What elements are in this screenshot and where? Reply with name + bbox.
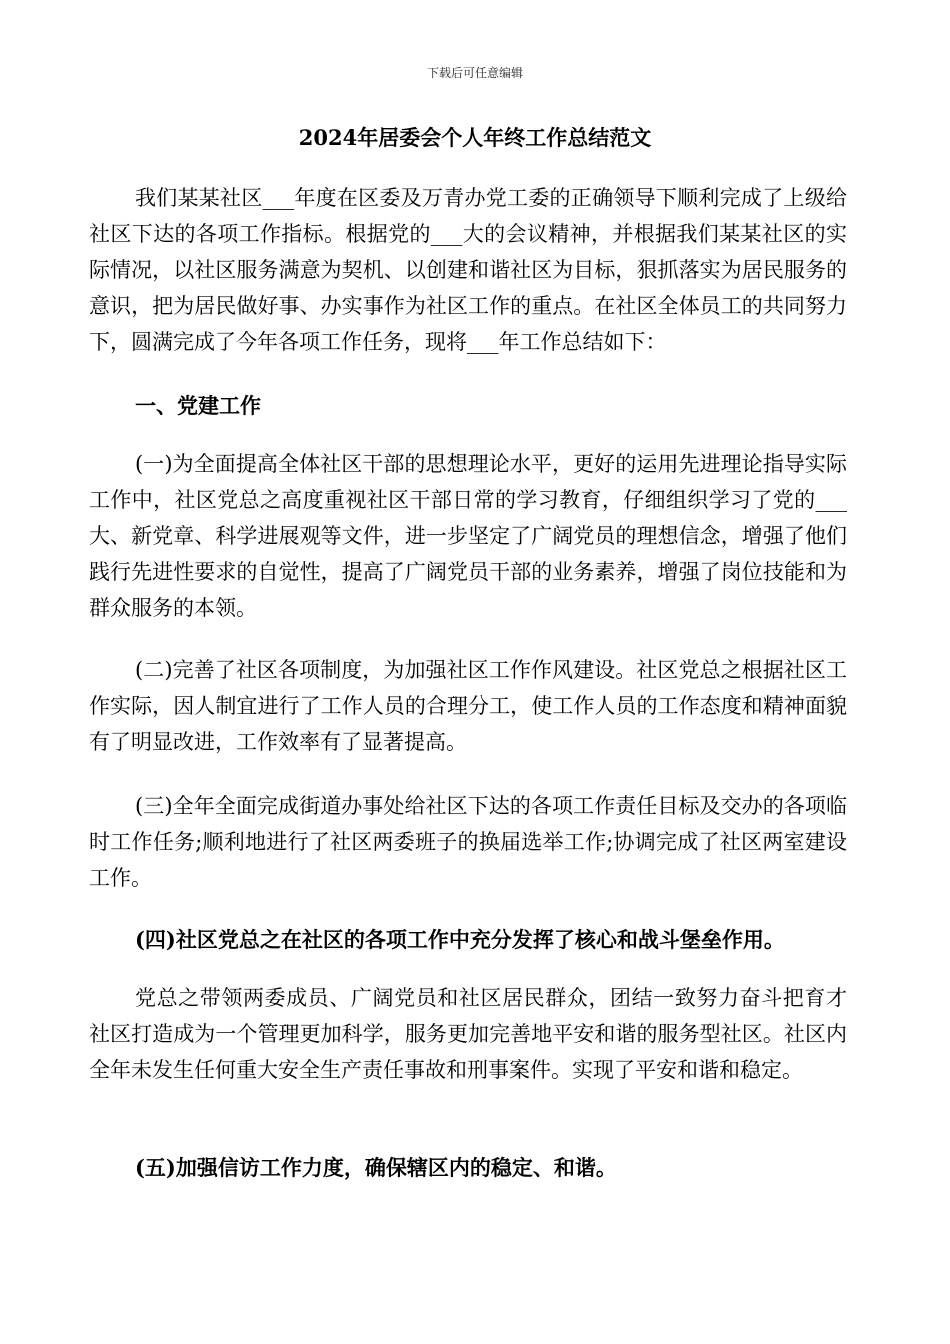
item-2-paragraph: (二)完善了社区各项制度，为加强社区工作作风建设。社区党总之根据社区工作实际，因人制宜进行了工作人员的合理分工，使工作人员的工作态度和精神面貌有了明显改进，工作效率有了显著提高。	[89, 658, 847, 754]
item-1-paragraph: (一)为全面提高全体社区干部的思想理论水平，更好的运用先进理论指导实际工作中，社区党总之高度重视社区干部日常的学习教育，仔细组织学习了党的___大、新党章、科学进展观等文件，进一步坚定了广阔党员的理想信念，增强了他们践行先进性要求的自觉性，提高了广阔党员干部的业务素养，增强了岗位技能和为群众服务的本领。	[89, 452, 847, 620]
item-4-paragraph: 党总之带领两委成员、广阔党员和社区居民群众，团结一致努力奋斗把育才社区打造成为一个管理更加科学，服务更加完善地平安和谐的服务型社区。社区内全年未发生任何重大安全生产责任事故和刑事案件。实现了平安和谐和稳定。	[89, 986, 847, 1082]
intro-paragraph: 我们某某社区___年度在区委及万青办党工委的正确领导下顺利完成了上级给社区下达的各项工作指标。根据党的___大的会议精神，并根据我们某某社区的实际情况，以社区服务满意为契机、以创建和谐社区为目标，狠抓落实为居民服务的意识，把为居民做好事、办实事作为社区工作的重点。在社区全体员工的共同努力下，圆满完成了今年各项工作任务，现将___年工作总结如下：	[89, 186, 847, 354]
item-3-paragraph: (三)全年全面完成街道办事处给社区下达的各项工作责任目标及交办的各项临时工作任务;顺利地进行了社区两委班子的换届选举工作;协调完成了社区两室建设工作。	[89, 794, 847, 890]
header-note: 下载后可任意编辑	[426, 66, 523, 80]
document-title: 2024年居委会个人年终工作总结范文	[298, 125, 652, 150]
item-4-heading: (四)社区党总之在社区的各项工作中充分发挥了核心和战斗堡垒作用。	[135, 927, 785, 952]
section-heading-party-building: 一、党建工作	[135, 393, 261, 418]
item-5-heading: (五)加强信访工作力度，确保辖区内的稳定、和谐。	[135, 1155, 617, 1180]
